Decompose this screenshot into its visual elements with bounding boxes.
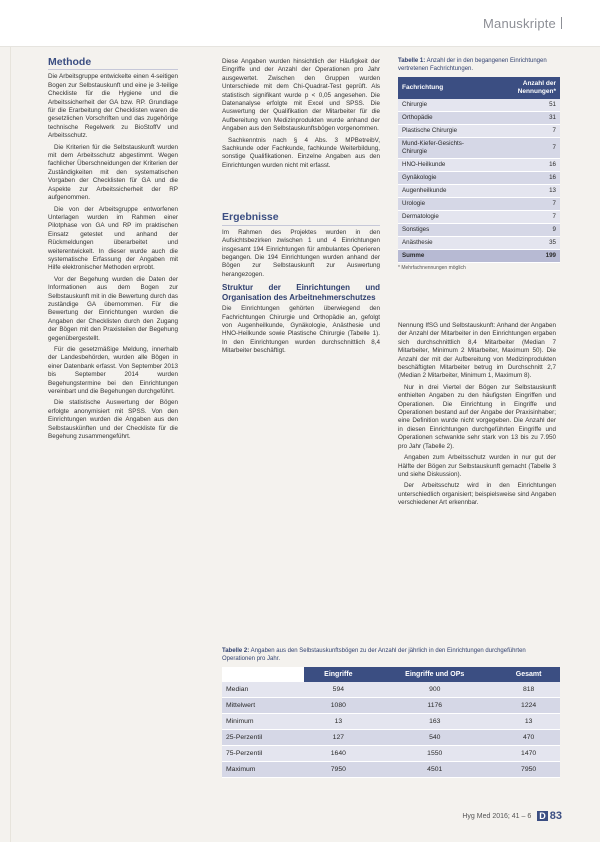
cell-name: Augenheilkunde	[398, 185, 485, 198]
right-paragraph: Nur in drei Viertel der Bögen zur Selbstauskunft enthielten Angaben zu den häufigsten Eingriffen und Operationen. Die Einrichtung in Eingriffe und Operationen bestand auf der Angabe der Praxisinhaber; eine Definition wurde nicht vorgegeben. Die Anzahl der in diesen Einrichtungen durchgeführten Eingriffe und Operationen schwankte sehr stark von 13 bis zu 7.950 pro Jahr (Tabelle 2).	[398, 383, 556, 450]
cell-value: 13	[485, 185, 560, 198]
table-2-caption	[222, 648, 560, 663]
cell-value: 35	[485, 237, 560, 250]
methods-paragraph: Die statistische Auswertung der Bögen erfolgte anonymisiert mit SPSS. Von den Einrichtungen wurden die Angaben aus den Selbstauskünften und der Checkliste für die Begehung zusammengeführt.	[48, 399, 178, 441]
cell-value: 7	[485, 211, 560, 224]
column-header: Eingriffe	[304, 667, 372, 682]
structure-paragraph: Die Einrichtungen gehörten überwiegend den Fachrichtungen Chirurgie und Orthopädie an, gefolgt von Augenheilkunde, Gynäkologie, Anästhesie und HNO-Heilkunde sowie Plastische Chirurgie (Tabelle 1). In den Einrichtungen wurden durchschnittlich 8,4 Mitarbeiter beschäftigt.	[222, 305, 380, 355]
cell-name: Anästhesie	[398, 237, 485, 250]
table-row	[398, 125, 560, 138]
column-header: Gesamt	[497, 667, 560, 682]
table-2-caption-label: Tabelle 2:	[222, 648, 250, 654]
cell-value: 1224	[497, 698, 560, 714]
cell-value: 199	[485, 250, 560, 263]
methods-paragraph: Die Kriterien für die Selbstauskunft wurden mit dem Arbeitsschutz abgestimmt. Wegen fachlicher Überschneidungen der Kriterien der Zuständigkeiten mit den systematischen Vorgaben der Checklisten für GA und die Aspekte zur Arbeitssicherheit der RP aufgenommen.	[48, 143, 178, 202]
page-gutter	[10, 0, 11, 842]
right-paragraph: Der Arbeitsschutz wird in den Einrichtungen unterschiedlich organisiert; beispielsweise sind Angaben verschiedener Art erkennbar.	[398, 482, 556, 507]
cell-name: Summe	[398, 250, 485, 263]
results-paragraph: Im Rahmen des Projektes wurden in den Aufsichtsbezirken zwischen 1 und 4 Einrichtungen insgesamt 194 Einrichtungen für ambulantes Operieren begangen. Die 194 Einrichtungen wurden anhand der Bögen zur Selbstauskunft zur Auswertung herangezogen.	[222, 228, 380, 278]
table-row	[398, 211, 560, 224]
table-header-row	[222, 667, 560, 682]
cell-name: Urologie	[398, 198, 485, 211]
cell-name: Chirurgie	[398, 99, 485, 112]
cell-value: 16	[485, 159, 560, 172]
table-1-caption-label: Tabelle 1:	[398, 58, 426, 64]
cell-value: 31	[485, 112, 560, 125]
column-header: Fachrichtung	[398, 77, 485, 99]
table-row	[398, 99, 560, 112]
cell-value: 7950	[497, 762, 560, 778]
section-tag-label: Manuskripte	[482, 16, 556, 31]
cell-value: 818	[497, 682, 560, 698]
cell-name: HNO-Heilkunde	[398, 159, 485, 172]
cell-value: 1640	[304, 746, 372, 762]
row-label: Maximum	[222, 762, 304, 778]
methods-paragraph: Die von der Arbeitsgruppe entworfenen Unterlagen wurden im Rahmen einer Pilotphase von GA und RP im praktischen Einsatz getestet und anhand der Rückmeldungen überarbeitet und weiterentwickelt. In dieser wurde auch die systematische Erfassung der Angaben mit Hilfe elektronischer Methoden erprobt.	[48, 205, 178, 272]
table-2-grid	[222, 667, 560, 778]
cell-value: 470	[497, 730, 560, 746]
column-header: Eingriffe und OPs	[372, 667, 497, 682]
cell-value: 1470	[497, 746, 560, 762]
row-label: 25-Perzentil	[222, 730, 304, 746]
journal-citation: Hyg Med 2016; 41 – 6	[462, 812, 532, 820]
cell-value: 900	[372, 682, 497, 698]
cell-value: 7	[485, 138, 560, 159]
cell-value: 127	[304, 730, 372, 746]
cell-value: 13	[497, 714, 560, 730]
table-total-row	[398, 250, 560, 263]
table-2	[222, 648, 560, 778]
cell-value: 7950	[304, 762, 372, 778]
cell-value: 7	[485, 198, 560, 211]
page-number-badge	[537, 810, 562, 822]
column-header-empty	[222, 667, 304, 682]
cell-value: 163	[372, 714, 497, 730]
table-1-caption-text: Anzahl der in den begangenen Einrichtungen vertretenen Fachrichtungen.	[398, 58, 547, 72]
methods-paragraph: Die Arbeitsgruppe entwickelte einen 4-seitigen Bogen zur Selbstauskunft und eine je 3-teilige Checkliste für die Hygiene und die Arbeitssicherheit der GA bzw. RP. Grundlage für die Erarbeitung der Checklisten waren die gesetzlichen Vorschriften und das zugehörige technische Regelwerk zu BioStoffV und Arbeitsschutz.	[48, 73, 178, 140]
heading-methode: Methode	[48, 58, 178, 70]
cell-value: 7	[485, 125, 560, 138]
cell-value: 16	[485, 172, 560, 185]
cell-name: Gynäkologie	[398, 172, 485, 185]
table-row	[398, 172, 560, 185]
cell-value: 9	[485, 224, 560, 237]
column-header: Anzahl der Nennungen*	[485, 77, 560, 99]
table-1-footnote: * Mehrfachnennungen möglich	[398, 265, 466, 271]
heading-ergebnisse: Ergebnisse	[222, 213, 380, 225]
table-row	[398, 224, 560, 237]
table-row	[398, 198, 560, 211]
table-header-row	[398, 77, 560, 99]
cell-value: 1550	[372, 746, 497, 762]
row-label: Median	[222, 682, 304, 698]
cell-value: 4501	[372, 762, 497, 778]
page-footer	[462, 810, 562, 822]
cell-value: 1080	[304, 698, 372, 714]
table-row	[222, 730, 560, 746]
table-row	[398, 159, 560, 172]
table-row	[222, 698, 560, 714]
section-tag	[483, 16, 562, 31]
middle-paragraph: Diese Angaben wurden hinsichtlich der Häufigkeit der Eingriffe und der Anzahl der Operationen pro Jahr ausgewertet. Zwischen den Gruppen wurden Unterschiede mit dem Chi-Quadrat-Test geprüft. Als statistisch signifikant wurde p < 0,05 angesehen. Die Datenanalyse erfolgte mit Excel und SPSS. Die Auswertung der Qualifikation der Mitarbeiter für die Aufbereitung von Medizinprodukten wurde anhand der Angaben aus den Selbstauskunftsbögen vorgenommen.	[222, 58, 380, 133]
column-right	[398, 322, 556, 511]
cell-name: Plastische Chirurgie	[398, 125, 485, 138]
table-1-grid	[398, 77, 560, 263]
cell-value: 13	[304, 714, 372, 730]
cell-value: 51	[485, 99, 560, 112]
table-row	[398, 237, 560, 250]
subheading-struktur: Struktur der Einrichtungen und Organisation des Arbeitnehmerschutzes	[222, 283, 380, 302]
table-row	[222, 682, 560, 698]
methods-paragraph: Für die gesetzmäßige Meldung, innerhalb der Landesbehörden, wurden alle Bögen in einer Datenbank erfasst. Von September 2013 bis September 2014 wurden Begehungstermine bei den Einrichtungen vereinbart und die Begehungen durchgeführt.	[48, 346, 178, 396]
section-divider	[561, 17, 562, 29]
cell-value: 540	[372, 730, 497, 746]
table-row	[398, 138, 560, 159]
table-1	[398, 58, 560, 271]
page-header	[0, 0, 600, 47]
column-methods	[48, 58, 178, 444]
cell-name: Mund-Kiefer-Gesichts-Chirurgie	[398, 138, 485, 159]
row-label: Minimum	[222, 714, 304, 730]
table-row	[222, 762, 560, 778]
table-2-caption-text: Angaben aus den Selbstauskunftsbögen zu der Anzahl der jährlich in den Einrichtungen durchgeführten Operationen pro Jahr.	[222, 648, 526, 662]
page-number: 83	[549, 810, 562, 822]
cell-name: Dermatologie	[398, 211, 485, 224]
cell-name: Orthopädie	[398, 112, 485, 125]
methods-paragraph: Vor der Begehung wurden die Daten der Informationen aus dem Bogen zur Selbstauskunft mit in die Bewertung durch das zuständige GA übernommen. Für die Bewertung der Einrichtungen wurden die Angaben der Checklisten durch den Zugang der Bögen mit den Praxisteilen der Begehung gegenübergestellt.	[48, 275, 178, 342]
cell-name: Sonstiges	[398, 224, 485, 237]
table-row	[222, 714, 560, 730]
cell-value: 1176	[372, 698, 497, 714]
table-row	[398, 112, 560, 125]
row-label: 75-Perzentil	[222, 746, 304, 762]
row-label: Mittelwert	[222, 698, 304, 714]
right-paragraph: Angaben zum Arbeitsschutz wurden in nur gut der Hälfte der Bögen zur Selbstauskunft gemacht (Tabelle 3 und siehe Diskussion).	[398, 454, 556, 478]
right-paragraph: Nennung IfSG und Selbstauskunft: Anhand der Angaben der Anzahl der Mitarbeiter in den Einrichtungen ergaben sich durchschnittlich 8,4 Mitarbeiter (Median 7 Mitarbeiter, Minimum 2 Mitarbeiter, Maximum 50). Die Anzahl der mit der Aufbereitung von Medizinprodukten beschäftigten Mitarbeiter betrug im Durchschnitt 2,7 (Median 2 Mitarbeiter, Minimum 1, Maximum 8).	[398, 322, 556, 380]
column-middle	[222, 58, 380, 359]
table-1-caption	[398, 58, 560, 73]
table-row	[222, 746, 560, 762]
table-row	[398, 185, 560, 198]
journal-logo-icon: D	[539, 811, 546, 821]
cell-value: 594	[304, 682, 372, 698]
middle-paragraph: Sachkenntnis nach § 4 Abs. 3 MPBetreibV, Sachkunde oder Fachkunde, fachkunde Weiterbildung, sonstige Qualifikationen. Einzelne Angaben aus den Einrichtungen wurden nicht mit erfasst.	[222, 136, 380, 169]
